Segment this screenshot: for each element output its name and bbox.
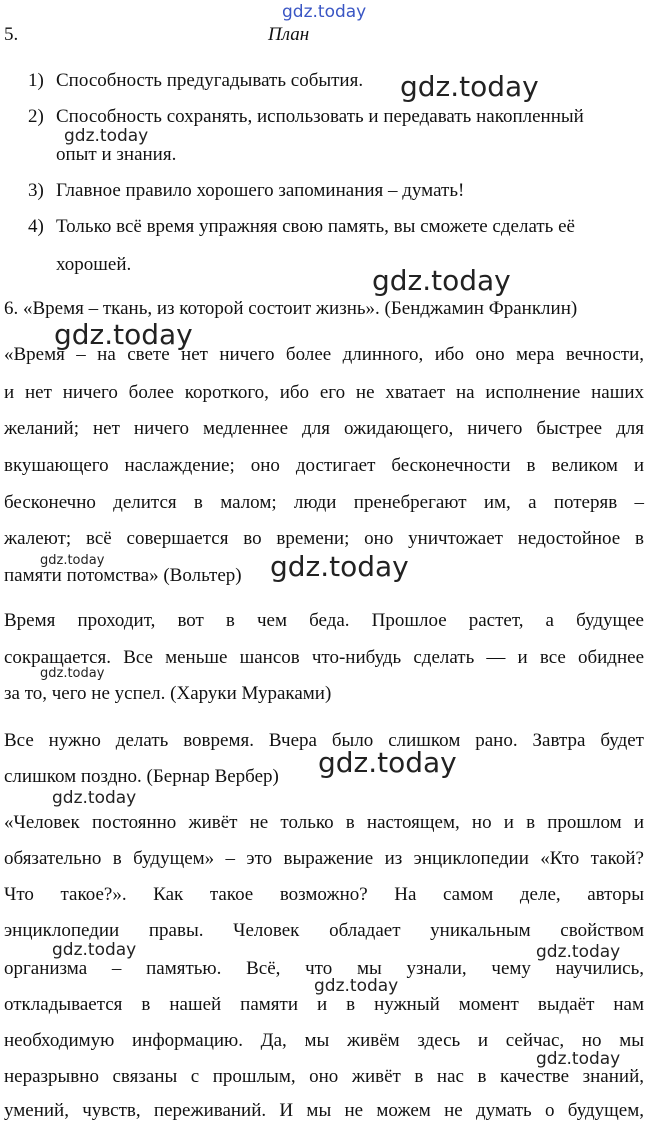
murakami-line: Время проходит, вот в чем беда. Прошлое растет, а будущее xyxy=(4,610,644,631)
watermark: gdz.today xyxy=(318,746,457,779)
voltaire-line-last: памяти потомства» (Вольтер) xyxy=(4,565,242,586)
watermark: gdz.today xyxy=(536,942,621,962)
murakami-line: сокращается. Все меньше шансов что-нибудь сделать — и все обиднее xyxy=(4,647,644,668)
plan-item-2 xyxy=(28,106,584,128)
voltaire-line: и нет ничего более короткого, ибо его не хватает на исполнение наших xyxy=(4,382,644,403)
watermark: gdz.today xyxy=(270,550,409,583)
plan-title: План xyxy=(268,24,310,45)
watermark: gdz.today xyxy=(52,940,137,960)
watermark: gdz.today xyxy=(64,126,149,146)
plan-item-3 xyxy=(28,180,464,202)
task-number-5: 5. xyxy=(4,24,19,45)
plan-item-text: Главное правило хорошего запоминания – думать! xyxy=(56,180,465,201)
plan-item-text: Способность сохранять, использовать и передавать накопленный xyxy=(56,106,584,127)
essay-line: Что такое?». Как такое возможно? На самом деле, авторы xyxy=(4,884,644,905)
watermark: gdz.today xyxy=(536,1049,621,1069)
franklin-quote: 6. «Время – ткань, из которой состоит жизнь». (Бенджамин Франклин) xyxy=(4,298,578,319)
werber-line: Все нужно делать вовремя. Вчера было слишком рано. Завтра будет xyxy=(4,730,644,751)
werber-line-last: слишком поздно. (Бернар Вербер) xyxy=(4,766,279,787)
voltaire-line: бесконечно делится в малом; люди пренебрегают им, а потеряв – xyxy=(4,492,644,513)
essay-line: «Человек постоянно живёт не только в настоящем, но и в прошлом и xyxy=(4,812,644,833)
essay-line: энциклопедии правы. Человек обладает уникальным свойством xyxy=(4,920,644,941)
essay-line: организма – памятью. Всё, что мы узнали, чему научились, xyxy=(4,958,644,979)
watermark-top: gdz.today xyxy=(282,2,367,22)
voltaire-line: вкушающего наслаждение; оно достигает бесконечности в великом и xyxy=(4,455,644,476)
plan-item-4 xyxy=(28,216,575,238)
essay-line: необходимую информацию. Да, мы живём здесь и сейчас, но мы xyxy=(4,1030,644,1051)
plan-item-2-continued: опыт и знания. xyxy=(56,144,177,165)
plan-item-4-continued: хорошей. xyxy=(56,254,132,275)
plan-item-number: 1) xyxy=(28,70,44,91)
murakami-line-last: за то, чего не успел. (Харуки Мураками) xyxy=(4,683,332,704)
voltaire-line: жалеют; всё совершается во времени; оно уничтожает недостойное в xyxy=(4,528,644,549)
watermark: gdz.today xyxy=(400,70,539,103)
watermark: gdz.today xyxy=(314,976,399,996)
plan-item-number: 4) xyxy=(28,216,44,237)
watermark: gdz.today xyxy=(52,788,137,808)
essay-line: откладывается в нашей памяти и в нужный момент выдаёт нам xyxy=(4,994,644,1015)
watermark: gdz.today xyxy=(40,553,105,568)
voltaire-line: желаний; нет ничего медленнее для ожидающего, ничего быстрее для xyxy=(4,418,644,439)
essay-line: неразрывно связаны с прошлым, оно живёт в нас в качестве знаний, xyxy=(4,1066,644,1087)
essay-line: обязательно в будущем» – это выражение из энциклопедии «Кто такой? xyxy=(4,848,644,869)
plan-item-number: 2) xyxy=(28,106,44,127)
plan-item-text: Способность предугадывать события. xyxy=(56,70,364,91)
voltaire-line: «Время – на свете нет ничего более длинного, ибо оно мера вечности, xyxy=(4,344,644,365)
plan-item-1 xyxy=(28,70,363,92)
watermark: gdz.today xyxy=(372,264,511,297)
plan-item-text: Только всё время упражняя свою память, вы сможете сделать её xyxy=(56,216,575,237)
watermark: gdz.today xyxy=(40,666,105,681)
plan-item-number: 3) xyxy=(28,180,44,201)
essay-line: умений, чувств, переживаний. И мы не можем не думать о будущем, xyxy=(4,1100,644,1121)
watermark: gdz.today xyxy=(54,318,193,351)
